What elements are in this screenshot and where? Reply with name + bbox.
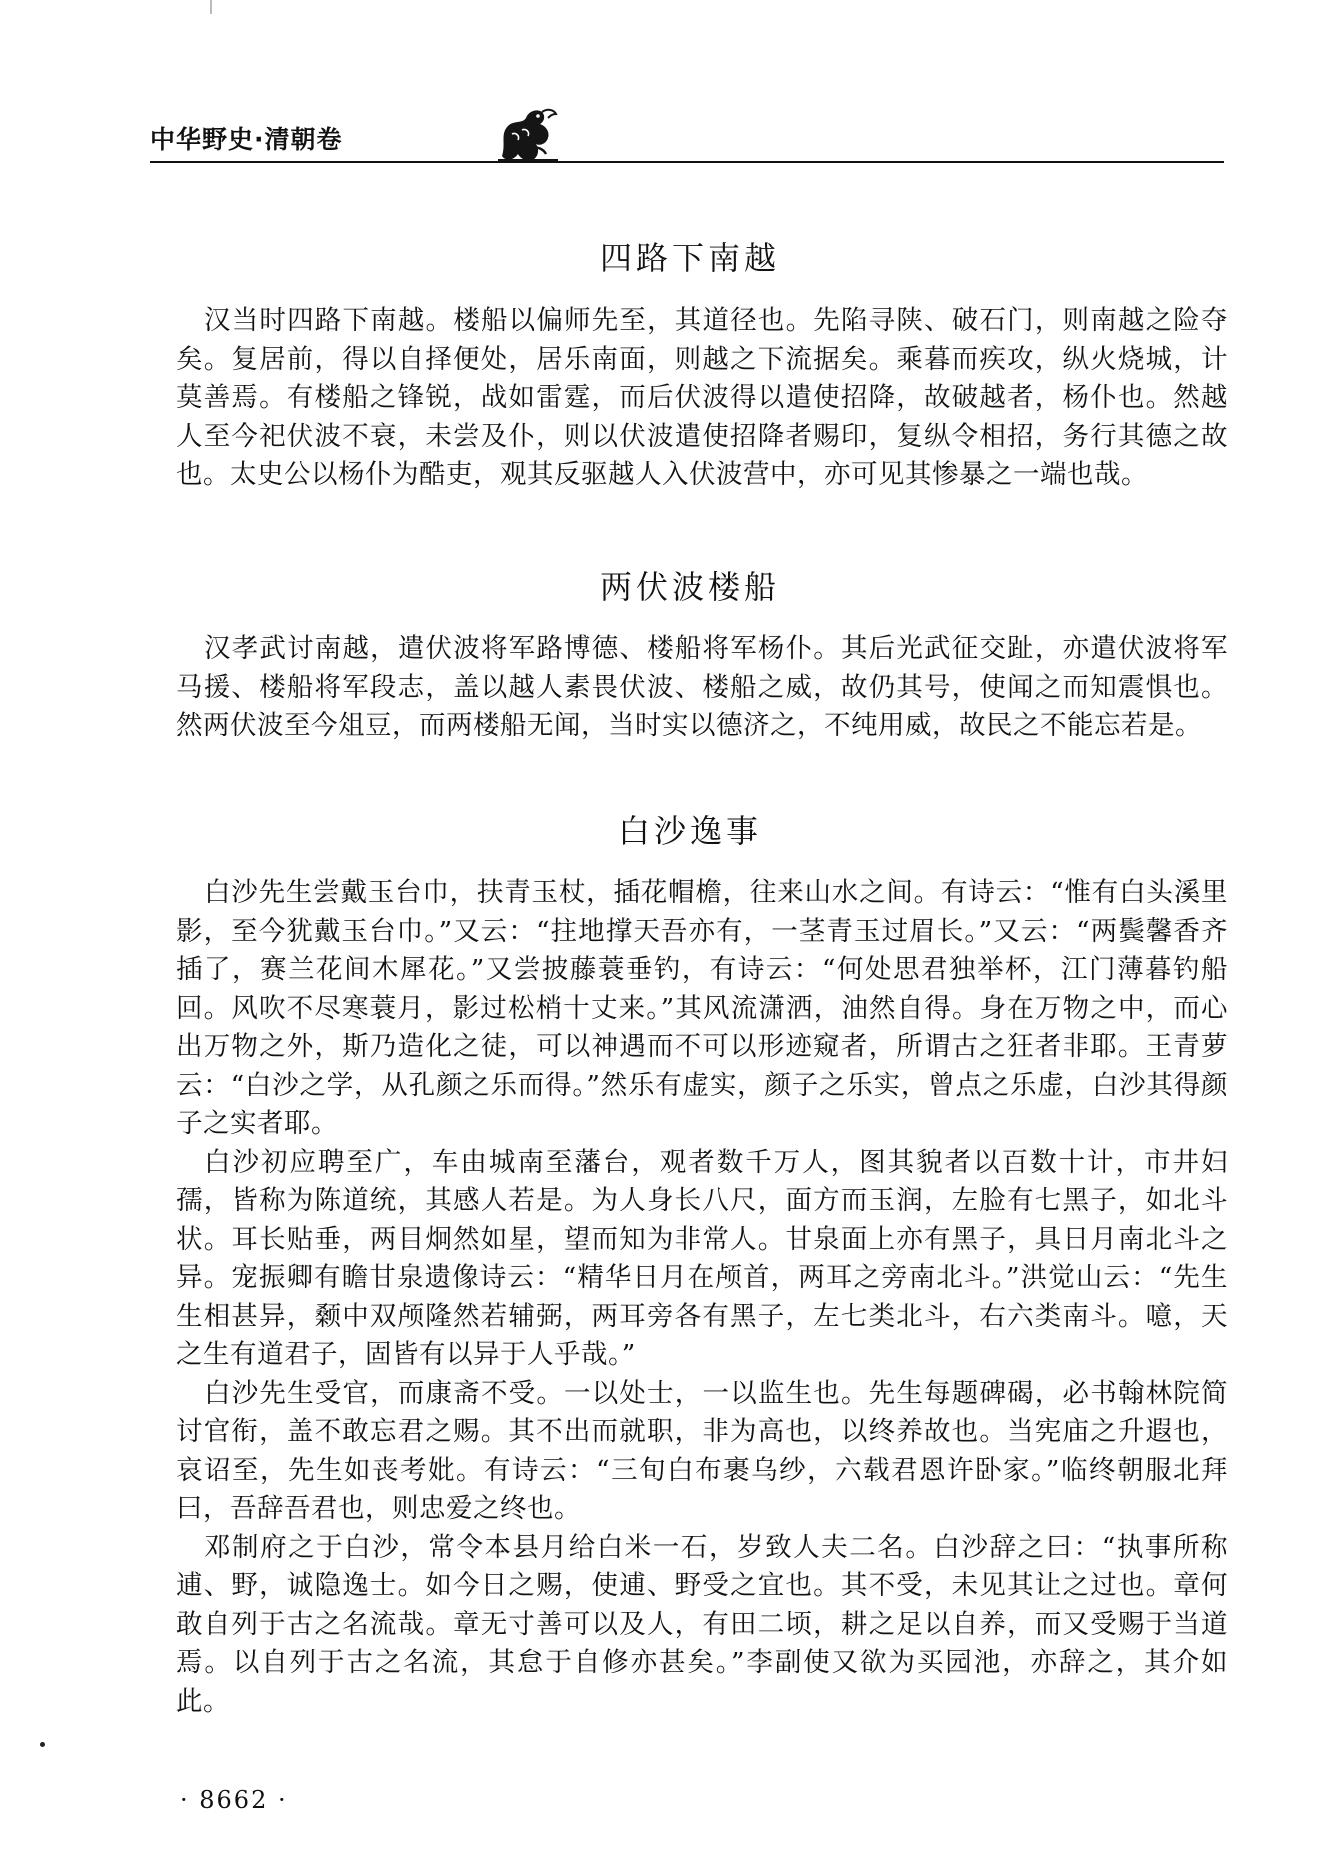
section-body [176, 874, 1228, 1721]
paragraph: 汉孝武讨南越，遣伏波将军路博德、楼船将军杨仆。其后光武征交趾，亦遣伏波将军马援、楼船将军段志，盖以越人素畏伏波、楼船之威，故仍其号，使闻之而知震惧也。然两伏波至今俎豆，而两楼船无闻，当时实以德济之，不纯用威，故民之不能忘若是。 [176, 633, 1228, 741]
section-title: 四路下南越 [599, 239, 780, 277]
header-rule [150, 161, 1224, 163]
section-body [176, 302, 1228, 495]
page-number: · 8662 · [180, 1786, 288, 1814]
paragraph: 邓制府之于白沙，常令本县月给白米一石，岁致人夫二名。白沙辞之曰：“执事所称逋、野，诚隐逸士。如今日之赐，使逋、野受之宜也。其不受，未见其让之过也。章何敢自列于古之名流哉。章无寸善可以及人，有田二顷，耕之足以自养，而又受赐于当道焉。以自列于古之名流，其怠于自修亦甚矣。”李副使又欲为买园池，亦辞之，其介如此。 [176, 1531, 1228, 1717]
running-header-title: 中华野史·清朝卷 [150, 125, 343, 154]
paragraph: 白沙先生尝戴玉台巾，扶青玉杖，插花帽檐，往来山水之间。有诗云：“惟有白头溪里影，至今犹戴玉台巾。”又云：“拄地撑天吾亦有，一茎青玉过眉长。”又云：“两鬓馨香齐插了，赛兰花间木犀花。”又尝披藤蓑垂钓，有诗云：“何处思君独举杯，江门薄暮钓船回。风吹不尽寒蓑月，影过松梢十丈来。”其风流潇洒，油然自得。身在万物之中，而心出万物之外，斯乃造化之徒，可以神遇而不可以形迹窥者，所谓古之狂者非耶。王青萝云：“白沙之学，从孔颜之乐而得。”然乐有虚实，颜子之乐实，曾点之乐虚，白沙其得颜子之实者耶。 [176, 877, 1228, 1139]
paragraph: 白沙初应聘至广，车由城南至藩台，观者数千万人，图其貌者以百数十计，市井妇孺，皆称为陈道统，其感人若是。为人身长八尺，面方而玉润，左脸有七黑子，如北斗状。耳长贴垂，两目炯然如星，望而知为非常人。甘泉面上亦有黑子，具日月南北斗之异。宠振卿有瞻甘泉遗像诗云：“精华日月在颅首，两耳之旁南北斗。”洪觉山云：“先生生相甚异，颡中双颅隆然若辅弼，两耳旁各有黑子，左七类北斗，右六类南斗。噫，天之生有道君子，固皆有以异于人乎哉。” [176, 1146, 1228, 1370]
paragraph: 白沙先生受官，而康斋不受。一以处士，一以监生也。先生每题碑碣，必书翰林院简讨官衔，盖不敢忘君之赐。其不出而就职，非为高也，以终养故也。当宪庙之升遐也，哀诏至，先生如丧考妣。有诗云：“三旬白布裹乌纱，六载君恩许卧家。”临终朝服北拜曰，吾辞吾君也，则忠爱之终也。 [176, 1377, 1228, 1524]
section-title: 白沙逸事 [617, 812, 762, 850]
dragon-emblem-icon [492, 104, 562, 166]
section-body [176, 630, 1228, 746]
scan-artifact-dot [40, 1742, 45, 1747]
paragraph: 汉当时四路下南越。楼船以偏师先至，其道径也。先陷寻陕、破石门，则南越之险夺矣。复居前，得以自择便处，居乐南面，则越之下流据矣。乘暮而疾攻，纵火烧城，计莫善焉。有楼船之锋锐，战如雷霆，而后伏波得以遣使招降，故破越者，杨仆也。然越人至今祀伏波不衰，未尝及仆，则以伏波遣使招降者赐印，复纵令相招，务行其德之故也。太史公以杨仆为酷吏，观其反驱越人入伏波营中，亦可见其惨暴之一端也哉。 [176, 305, 1228, 490]
scan-artifact-mark [210, 0, 212, 14]
section-title: 两伏波楼船 [599, 568, 780, 606]
